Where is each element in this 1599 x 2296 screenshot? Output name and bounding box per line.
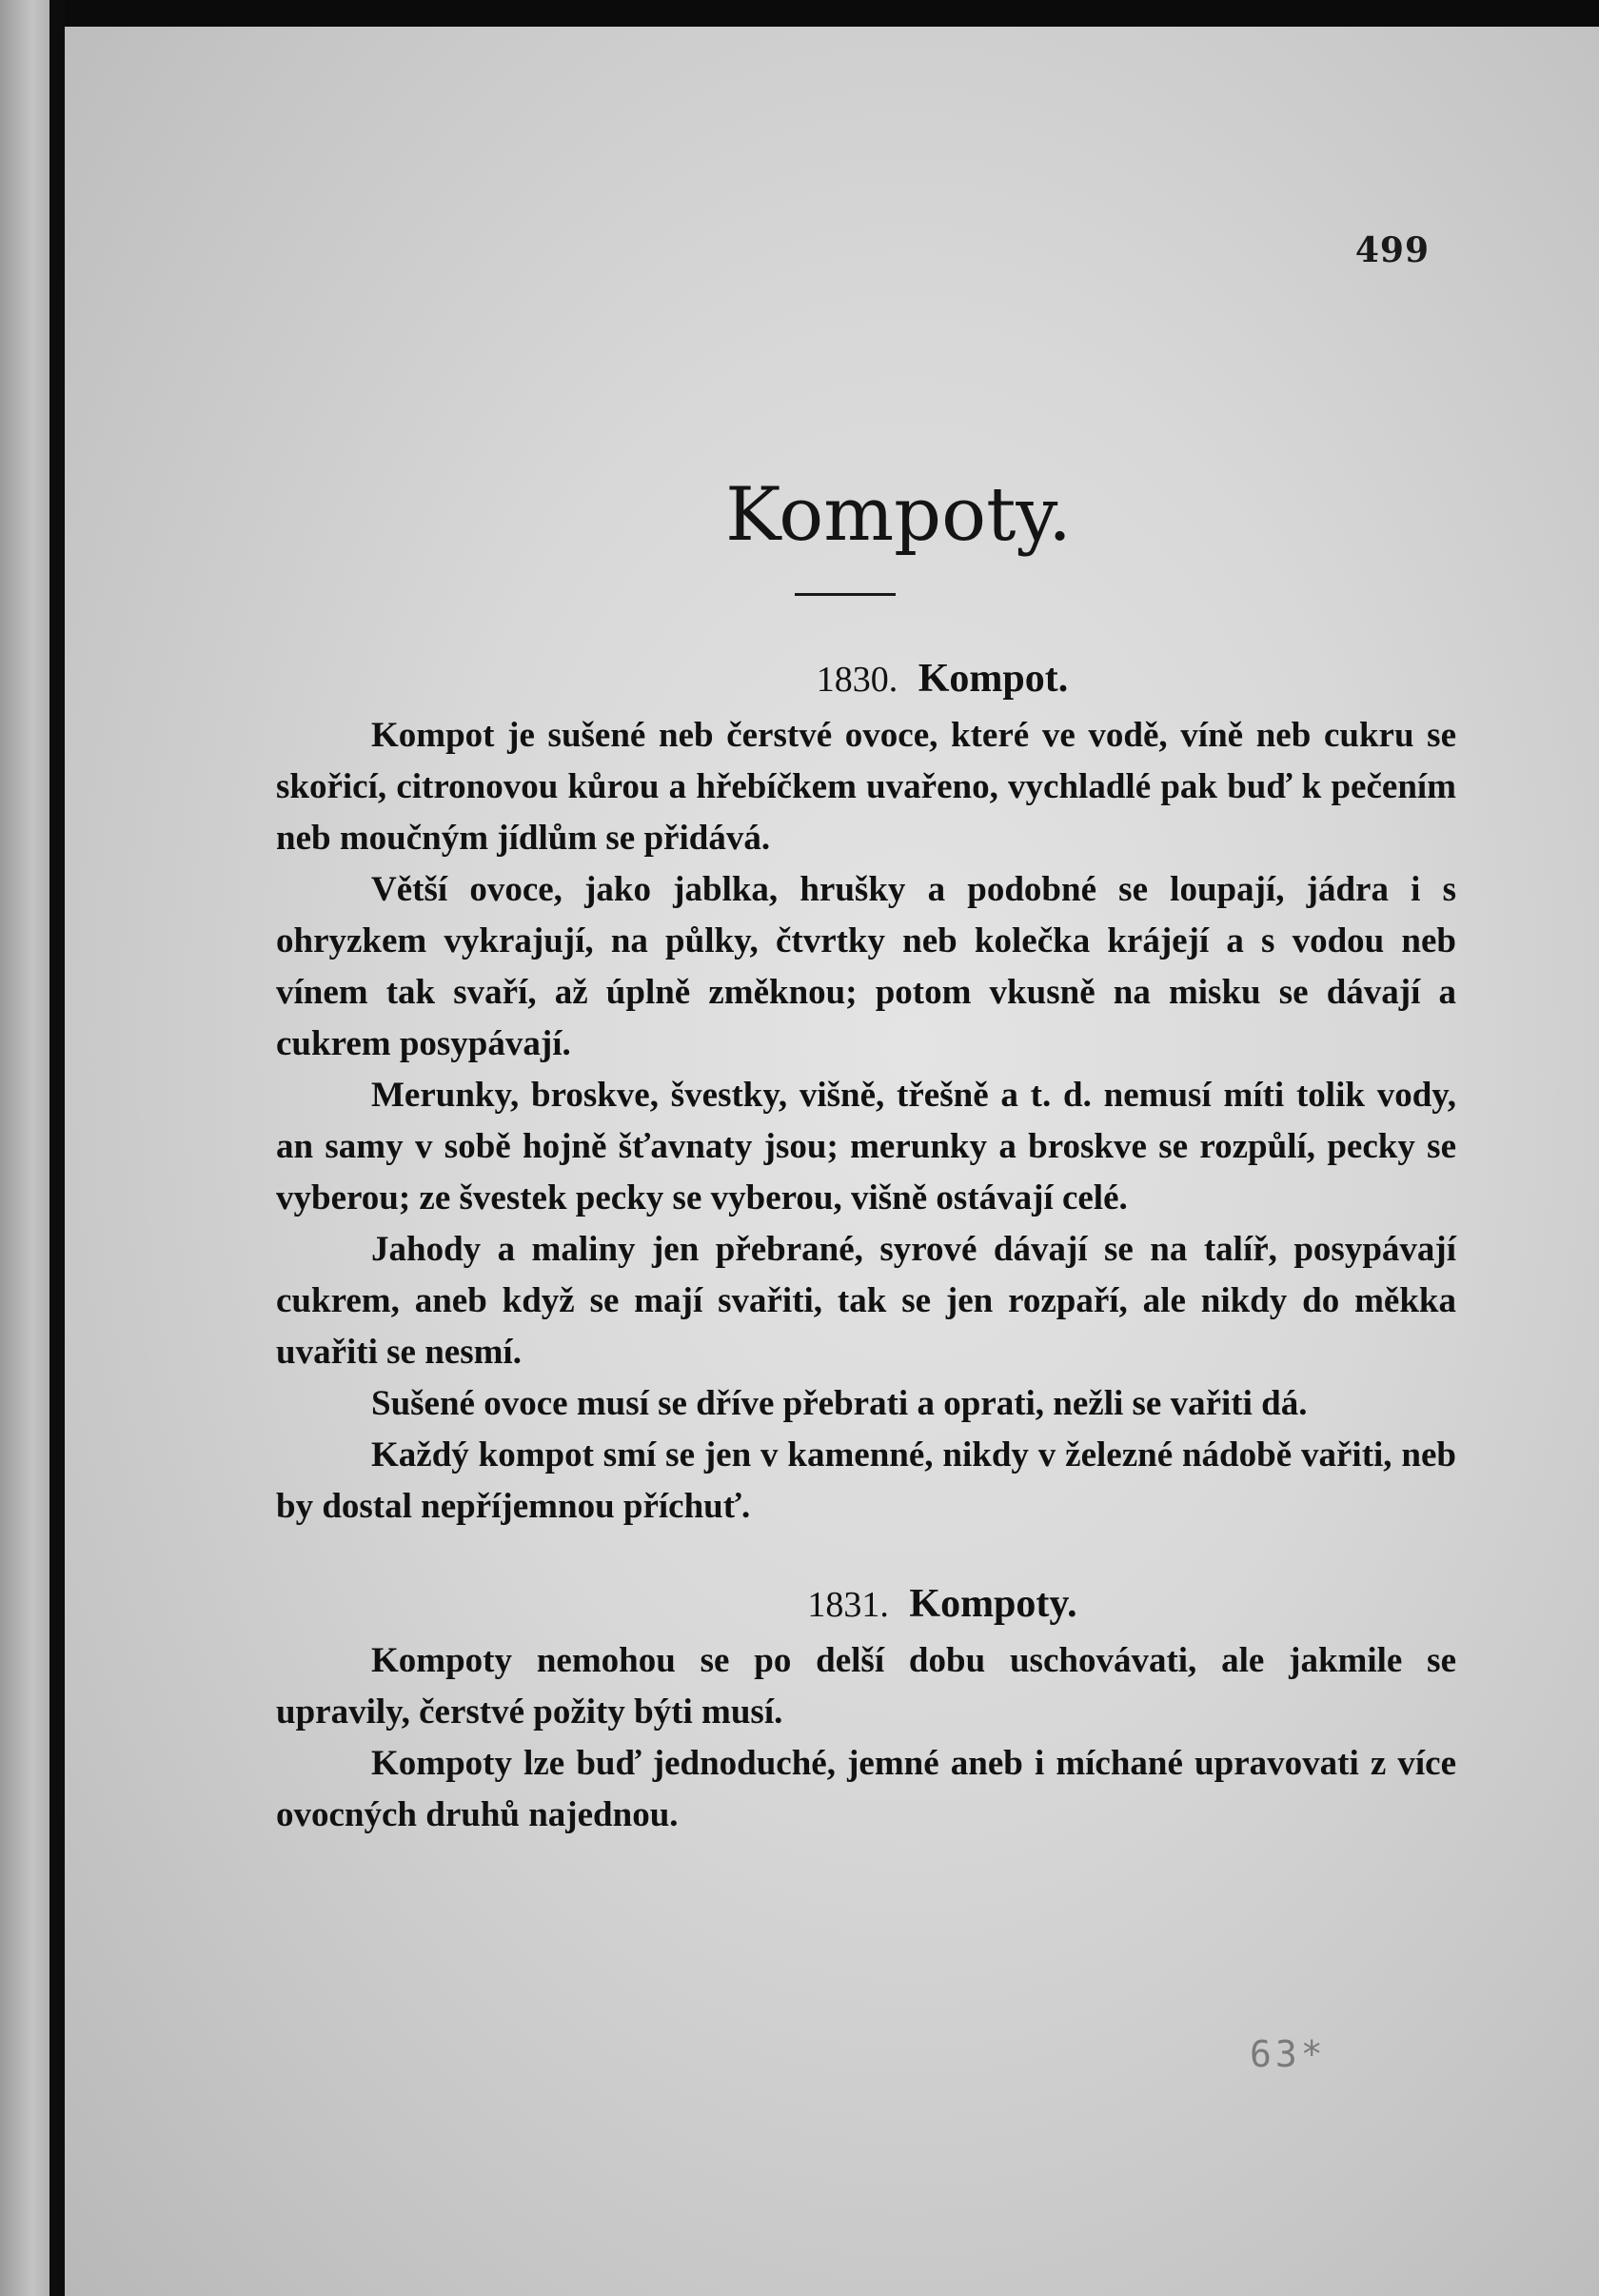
spine-edge bbox=[49, 0, 65, 2296]
paragraph: Kompot je sušené neb čerstvé ovoce, které ve vodě, víně neb cukru se skořicí, citronovou kůrou a hřebíčkem uvařeno, vychladlé pak buď k pečením neb moučným jídlům se přidává. bbox=[276, 716, 1456, 858]
section-heading bbox=[276, 1573, 1456, 1635]
paragraph: Kompoty nemohou se po delší dobu uschovávati, ale jakmile se upravily, čerstvé požity býti musí. bbox=[276, 1641, 1456, 1732]
paragraph: Kompoty lze buď jednoduché, jemné aneb i míchané upravovati z více ovocných druhů najednou. bbox=[276, 1744, 1456, 1834]
signature-mark: 63* bbox=[1250, 2033, 1327, 2075]
paragraph: Větší ovoce, jako jablka, hrušky a podobné se loupají, jádra i s ohryzkem vykrajují, na půlky, čtvrtky neb kolečka krájejí a s vodou neb vínem tak svaří, až úplně změknou; potom vkusně na misku se dávají a cukrem posypávají. bbox=[276, 870, 1456, 1063]
book-page bbox=[65, 27, 1599, 2296]
paragraph: Merunky, broskve, švestky, višně, třešně a t. d. nemusí míti tolik vody, an samy v sobě hojně šťavnaty jsou; merunky a broskve se rozpůlí, pecky se vyberou; ze švestek pecky se vyberou, višně ostávají celé. bbox=[276, 1076, 1456, 1217]
title-rule bbox=[795, 593, 896, 596]
section-title: Kompoty. bbox=[909, 1582, 1077, 1626]
paragraph: Každý kompot smí se jen v kamenné, nikdy v železné nádobě vařiti, neb by dostal nepříjemnou příchuť. bbox=[276, 1435, 1456, 1526]
section-gap bbox=[276, 1533, 1456, 1573]
chapter-title: Kompoty. bbox=[725, 472, 1072, 558]
section-number: 1830. bbox=[816, 660, 898, 700]
section-title: Kompot. bbox=[918, 657, 1069, 701]
paragraph: Sušené ovoce musí se dříve přebrati a oprati, nežli se vařiti dá. bbox=[371, 1384, 1308, 1423]
section-heading bbox=[276, 647, 1456, 710]
section-number: 1831. bbox=[807, 1585, 889, 1625]
page-number: 499 bbox=[1354, 230, 1430, 270]
page-body bbox=[276, 647, 1456, 1841]
paragraph: Jahody a maliny jen přebrané, syrové dávají se na talíř, posypávají cukrem, aneb když se mají svařiti, tak se jen rozpaří, ale nikdy do měkka uvařiti se nesmí. bbox=[276, 1230, 1456, 1372]
